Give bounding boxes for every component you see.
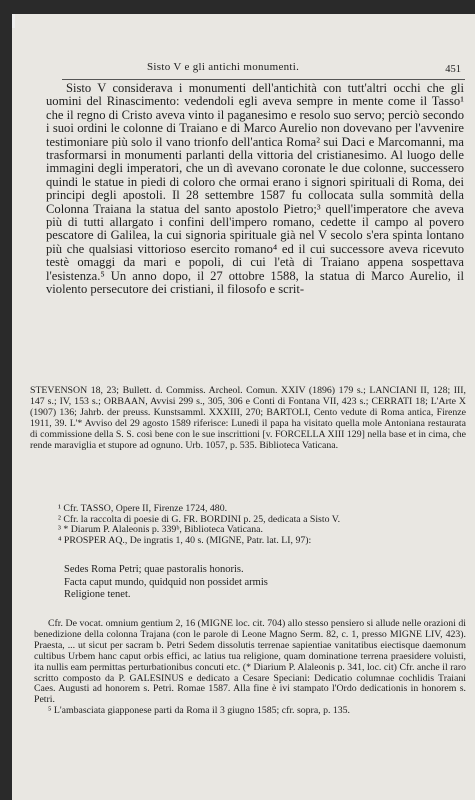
- footnote-3: ³ * Diarum P. Alaleonis p. 339ᵇ, Biblioteca Vaticana.: [58, 524, 263, 536]
- main-text: [46, 82, 464, 297]
- footnotes: [58, 504, 463, 546]
- main-paragraph: Sisto V considerava i monumenti dell'antichità con tutt'altri occhi che gli uomini del Rinascimento: vedendoli egli aveva sempre in mente come il Tasso¹ che il regno di Cristo aveva vinto il paganesimo e resolo suo servo; perciò secondo i suoi ordini le colonne di Traiano e di Marco Aurelio non dovevano per l'avvenire testimoniare più solo il vano trionfo dell'antica Roma² sui Daci e Marcomanni, ma trasformarsi in monumenti parlanti della vittoria del cristianesimo. Al luogo delle immagini degli imperatori, che un dì avevano coronate le due colonne, successero quindi le statue in piedi di coloro che ormai erano i signori spirituali di Roma, dei principi degli apostoli. Il 28 settembre 1587 fu collocata sulla sommità della Colonna Traiana la statua del santo apostolo Pietro;³ quell'imperatore che aveva più di tutti allargato i confini dell'impero romano, cedette il campo al povero pescatore di Galilea, la cui signoria spirituale già nel V secolo s'era spinta lontano più che qualsiasi vittorioso esercito romano⁴ ed il cui successore aveva ricevuto testè omaggi da mari e popoli, di cui l'età di Traiano appena sospettava l'esistenza.⁵ Un anno dopo, il 27 ottobre 1588, la statua di Marco Aurelio, il violento persecutore dei cristiani, il filosofo e scrit-: [46, 81, 464, 297]
- book-page: [12, 14, 475, 800]
- footnote-4: ⁴ PROSPER AQ., De ingratis 1, 40 s. (MIGNE, Patr. lat. LI, 97):: [58, 534, 312, 546]
- footnote-continuation: [30, 386, 466, 451]
- footnote-1: ¹ Cfr. TASSO, Opere II, Firenze 1724, 480.: [58, 503, 228, 514]
- scan-edge-mark: [12, 14, 15, 28]
- page-number: 451: [445, 64, 461, 75]
- running-title: Sisto V e gli antichi monumenti.: [147, 61, 300, 73]
- header-rule: [62, 79, 465, 80]
- footnote-paragraph: Cfr. De vocat. omnium gentium 2, 16 (MIGNE loc. cit. 704) allo stesso pensiero si allude nelle orazioni di benedizione della colonna Trajana (con le parole di Leone Magno Serm. 82, c. 1, presso MIGNE LIV, 423). Praesta, ... ut sicut per sacram b. Petri Sedem dissolutis terrenae sapientiae vanitatibus eiectisque daemonum cultibus Urbem hanc caput orbis effici, ac latius tua religione, quam dominatione terrena praesidere voluisti, ita nullis eam permittas perturbationibus concuti etc. (* Diarium P. Alaleonis p. 341, loc. cit) Cfr. anche il raro scritto composto da P. GALESINUS e dedicato a Cesare Speciani: Dedicatio columnae cochlidis Traiani Caes. Augusti ad honorem s. Petri. Romae 1587. Alla fine è ivi stampato l'Ordo dedicationis in honorem s. Petri.: [34, 618, 466, 706]
- footnote-paragraph: STEVENSON 18, 23; Bullett. d. Commiss. Archeol. Comun. XXIV (1896) 179 s.; LANCIANI II, 128; III, 147 s.; IV, 153 s.; ORBAAN, Avvisi 299 s., 305, 306 e Conti di Fontana VII, 423 s.; CERRATI 18; L'Arte X (1907) 136; Jahrb. der preuss. Kunstsamml. XXXIII, 270; BARTOLI, Cento vedute di Roma antica, Firenze 1911, 39. L'* Avviso del 29 agosto 1589 riferisce: Lunedì il papa ha visitato quella mole Antoniana restaurata di commissione della S. S. così bene con le sue inscrittioni [v. FORCELLA XIII 129] nella base et in cima, che rende maraviglia et stupore ad ognuno. Urb. 1057, p. 535. Biblioteca Vaticana.: [30, 385, 466, 451]
- verse-line: Sedes Roma Petri; quae pastoralis honoris.: [64, 564, 244, 575]
- footnote-2: ² Cfr. la raccolta di poesie di G. FR. BORDINI p. 25, dedicata a Sisto V.: [58, 513, 341, 525]
- verse-line: Facta caput mundo, quidquid non possidet armis: [64, 576, 268, 588]
- verse-line: Religione tenet.: [64, 589, 131, 600]
- footnote-continued: [34, 619, 466, 717]
- verse-quote: [64, 564, 268, 602]
- footnote-5: ⁵ L'ambasciata giapponese parti da Roma il 3 giugno 1585; cfr. sopra, p. 135.: [48, 705, 351, 717]
